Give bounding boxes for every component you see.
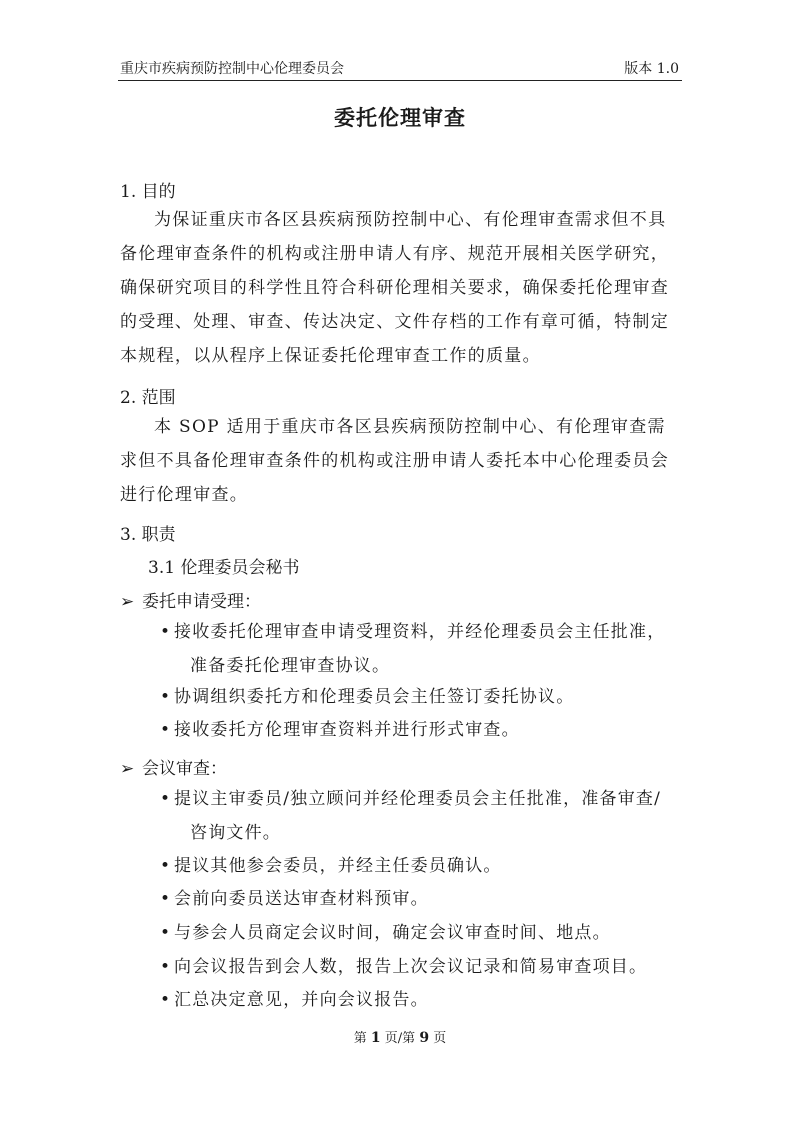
section-heading-scope: 2. 范围 <box>120 388 176 408</box>
bullet-icon: • <box>160 720 172 740</box>
list-item: • 提议主审委员/独立顾问并经伦理委员会主任批准，准备审查/ 咨询文件。 <box>160 782 680 850</box>
list-item: • 向会议报告到会人数，报告上次会议记录和简易审查项目。 <box>160 950 680 984</box>
list-item: • 与参会人员商定会议时间，确定会议审查时间、地点。 <box>160 916 680 950</box>
bullet-icon: • <box>160 889 172 909</box>
bullet-icon: • <box>160 957 172 977</box>
group-label: 委托申请受理： <box>142 592 261 612</box>
current-page-number: 1 <box>370 1030 381 1046</box>
document-title: 委托伦理审查 <box>334 105 466 130</box>
header-divider <box>118 80 682 81</box>
scope-paragraph: 本 SOP 适用于重庆市各区县疾病预防控制中心、有伦理审查需求但不具备伦理审查条件的机构或注册申请人委托本中心伦理委员会进行伦理审查。 <box>120 417 669 505</box>
list-item: • 会前向委员送达审查材料预审。 <box>160 882 680 916</box>
group-heading-meeting <box>120 754 227 779</box>
total-page-number: 9 <box>419 1030 430 1046</box>
list-item: • 提议其他参会委员，并经主任委员确认。 <box>160 849 680 883</box>
arrow-icon: ➢ <box>120 759 135 779</box>
arrow-icon: ➢ <box>120 592 135 612</box>
header-version: 版本 1.0 <box>624 61 679 77</box>
bullet-icon: • <box>160 856 172 876</box>
list-item: • 汇总决定意见，并向会议报告。 <box>160 983 680 1017</box>
bullet-icon: • <box>160 789 172 809</box>
list-item: • 接收委托伦理审查申请受理资料，并经伦理委员会主任批准， 准备委托伦理审查协议。 <box>160 615 680 683</box>
section-heading-duty: 3. 职责 <box>120 525 176 545</box>
purpose-paragraph: 为保证重庆市各区县疾病预防控制中心、有伦理审查需求但不具备伦理审查条件的机构或注册申请人有序、规范开展相关医学研究，确保研究项目的科学性且符合科研伦理相关要求，确保委托伦理审查的受理、处理、审查、传达决定、文件存档的工作有章可循，特制定本规程，以从程序上保证委托伦理审查工作的质量。 <box>120 210 669 366</box>
group-heading-application <box>120 587 261 612</box>
list-item: • 协调组织委托方和伦理委员会主任签订委托协议。 <box>160 680 680 714</box>
list-item: • 接收委托方伦理审查资料并进行形式审查。 <box>160 713 680 747</box>
bullet-icon: • <box>160 923 172 943</box>
bullet-icon: • <box>160 622 172 642</box>
header-organization: 重庆市疾病预防控制中心伦理委员会 <box>120 61 344 77</box>
page-footer: 第 1 页/第 9 页 <box>353 1030 447 1046</box>
subsection-secretary: 3.1 伦理委员会秘书 <box>148 558 300 578</box>
bullet-icon: • <box>160 687 172 707</box>
section-heading-purpose: 1. 目的 <box>120 182 176 202</box>
bullet-icon: • <box>160 990 172 1010</box>
group-label: 会议审查： <box>142 759 227 779</box>
